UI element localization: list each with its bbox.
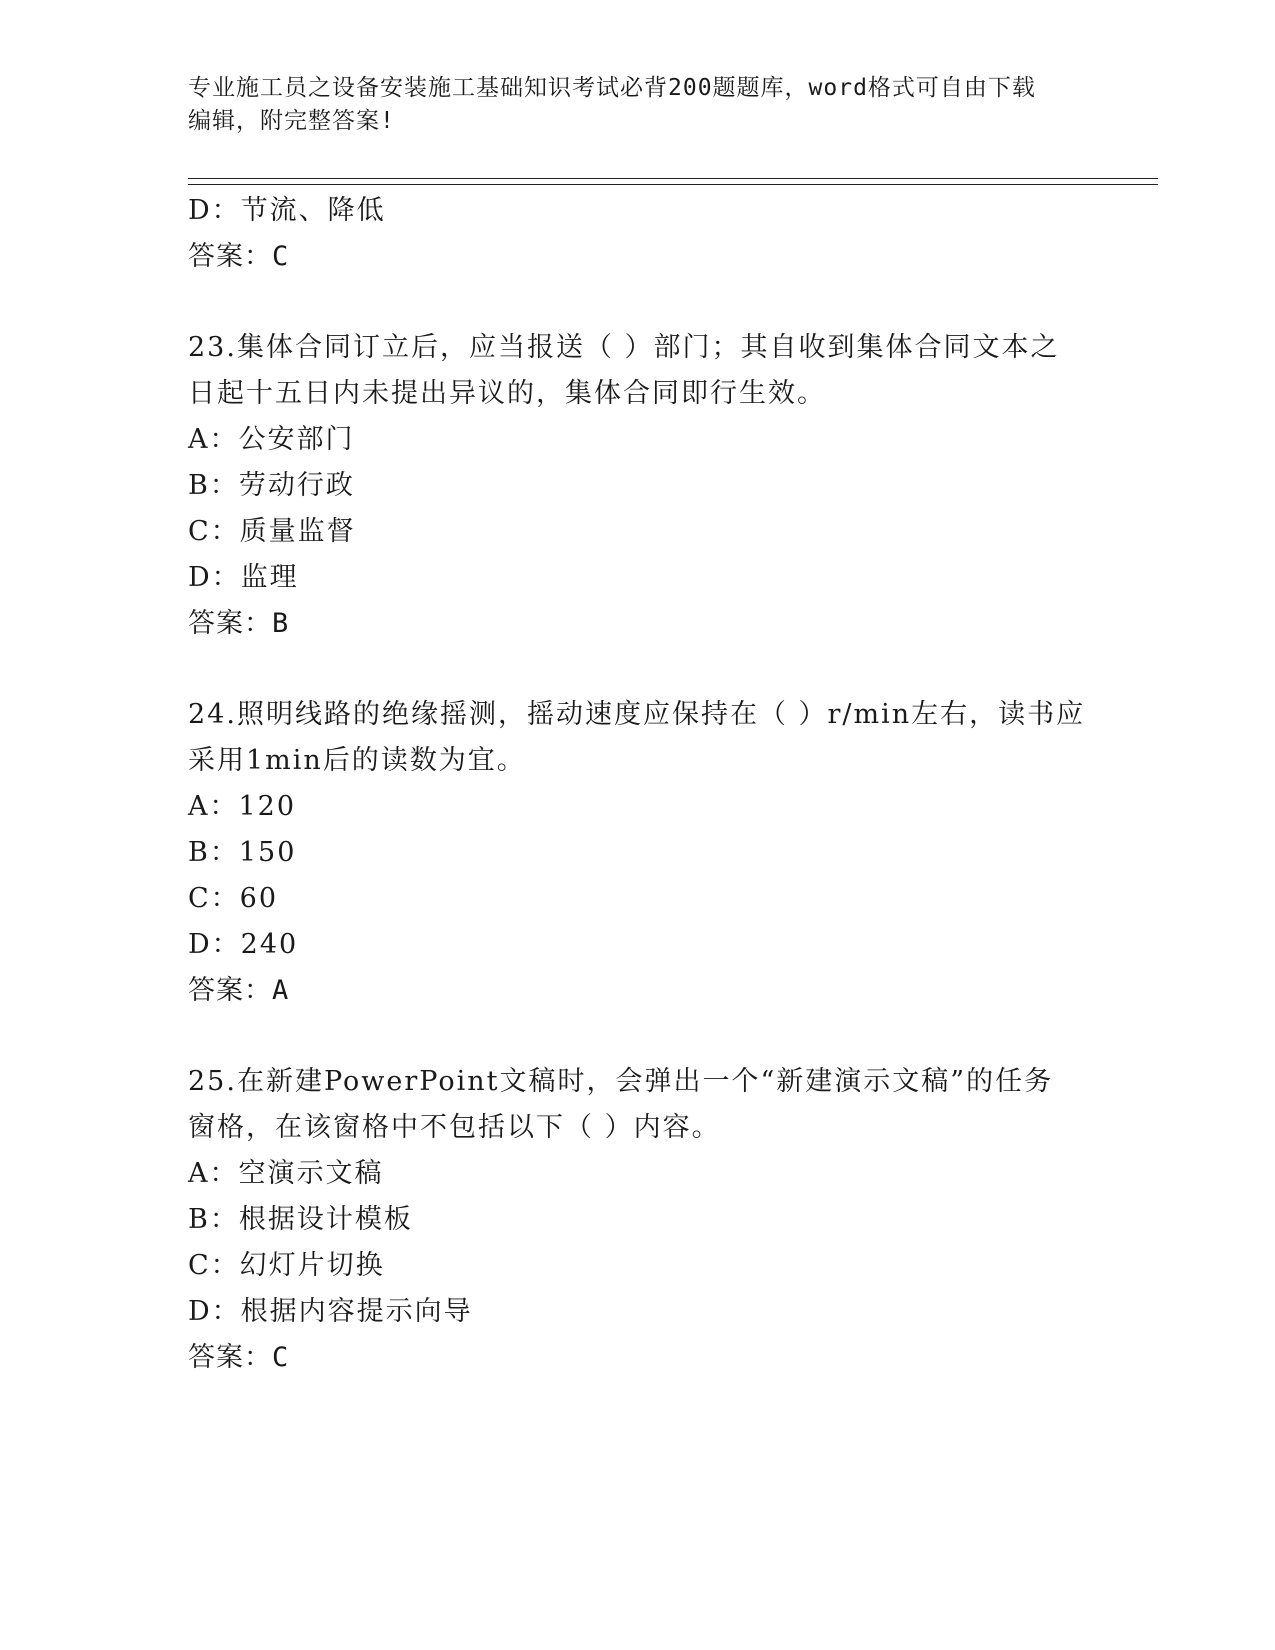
answer: 答案：B (188, 608, 290, 639)
option-b: B：150 (188, 837, 297, 868)
header-divider (188, 178, 1158, 185)
option-d: D：240 (188, 929, 299, 960)
question-23 (188, 325, 1128, 647)
option-d: D：根据内容提示向导 (188, 1296, 473, 1327)
option-c: C：质量监督 (188, 516, 356, 547)
option-b: B：根据设计模板 (188, 1204, 413, 1235)
option-a: A：公安部门 (188, 424, 355, 455)
option-a: A：空演示文稿 (188, 1158, 384, 1189)
question-text: 窗格，在该窗格中不包括以下（ ）内容。 (188, 1112, 721, 1143)
question-text: 日起十五日内未提出异议的，集体合同即行生效。 (188, 378, 826, 409)
question-25 (188, 1059, 1128, 1381)
question-24 (188, 692, 1128, 1014)
spacer (188, 1014, 1128, 1059)
option-b: B：劳动行政 (188, 470, 355, 501)
option-c: C：60 (188, 883, 279, 914)
question-text: 23.集体合同订立后，应当报送（ ）部门；其自收到集体合同文本之 (188, 332, 1060, 363)
header-line-2: 编辑，附完整答案! (188, 108, 395, 134)
answer: 答案：C (188, 1342, 290, 1373)
spacer (188, 280, 1128, 325)
option-a: A：120 (188, 791, 297, 822)
header-line-1: 专业施工员之设备安装施工基础知识考试必背200题题库，word格式可自由下载 (188, 75, 1036, 101)
option-c: C：幻灯片切换 (188, 1250, 385, 1281)
page-header (188, 72, 1088, 138)
question-content (188, 188, 1128, 1381)
option-d: D：监理 (188, 562, 299, 593)
prev-answer: 答案：C (188, 241, 290, 272)
question-text: 25.在新建PowerPoint文稿时，会弹出一个“新建演示文稿”的任务 (188, 1066, 1054, 1097)
question-text: 24.照明线路的绝缘摇测，摇动速度应保持在（ ）r/min左右，读书应 (188, 699, 1086, 730)
spacer (188, 647, 1128, 692)
prev-option-d: D：节流、降低 (188, 195, 386, 226)
question-text: 采用1min后的读数为宜。 (188, 745, 526, 776)
answer: 答案：A (188, 975, 290, 1006)
